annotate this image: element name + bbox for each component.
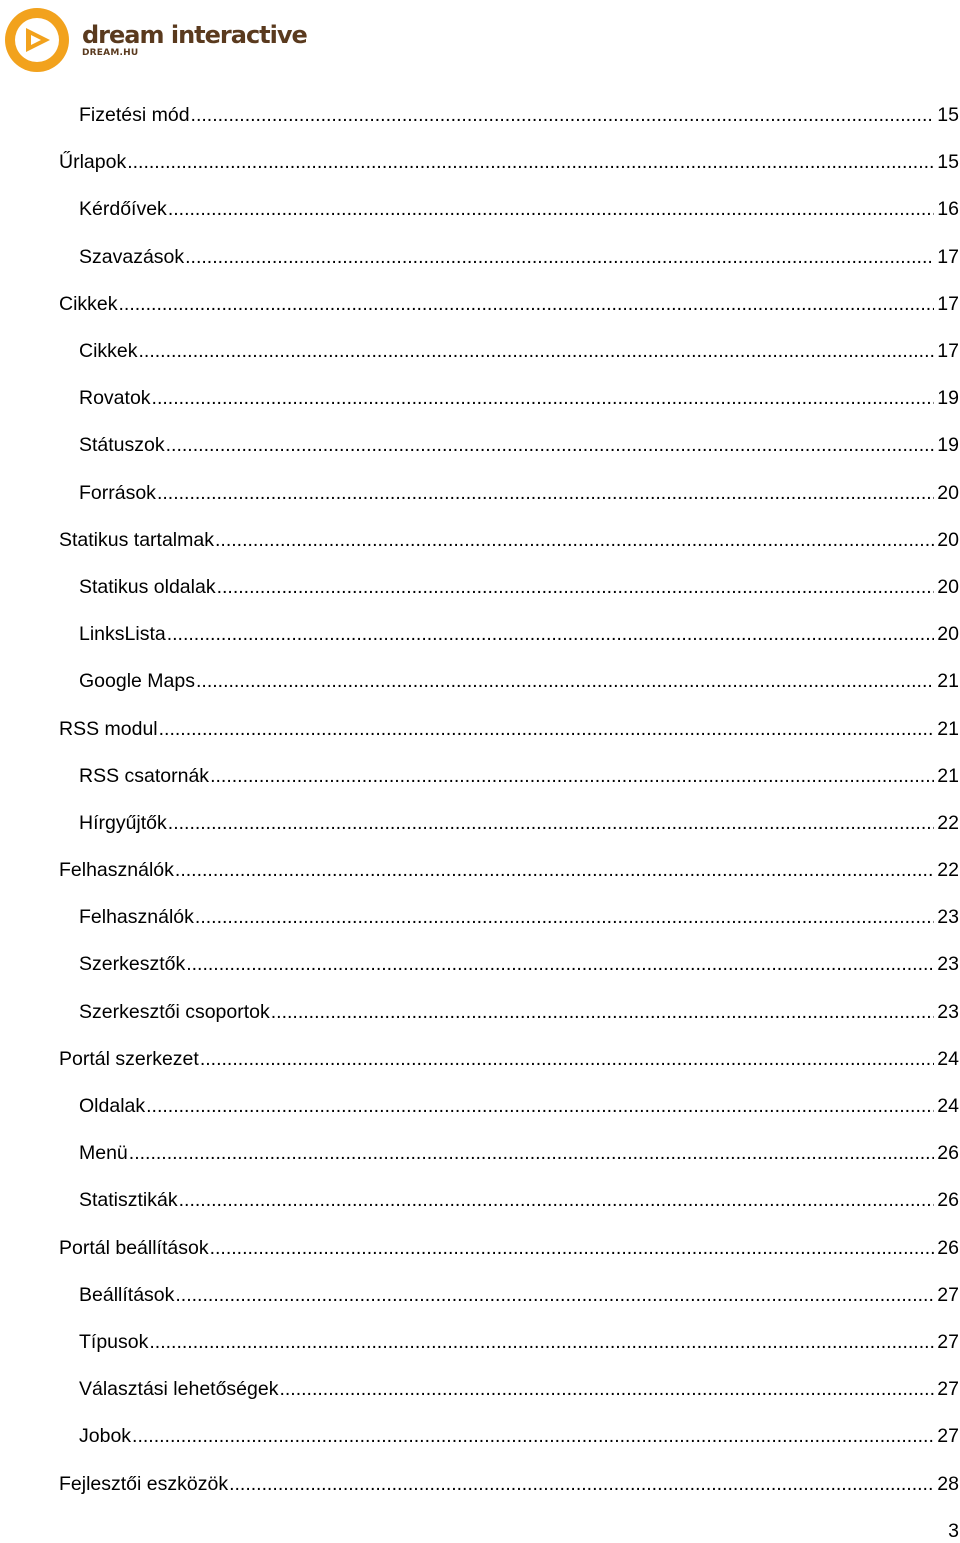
toc-dot-leader — [191, 104, 934, 127]
toc-entry[interactable] — [0, 1036, 960, 1083]
toc-dot-leader — [186, 953, 934, 976]
toc-entry-page: 20 — [937, 575, 959, 598]
toc-entry-title: Statisztikák — [79, 1189, 178, 1212]
toc-entry[interactable] — [0, 1319, 960, 1366]
toc-entry-title: LinksLista — [79, 623, 166, 646]
toc-entry-page: 27 — [937, 1330, 959, 1353]
toc-dot-leader — [210, 765, 934, 788]
toc-dot-leader — [217, 576, 934, 599]
toc-entry-page: 19 — [937, 434, 959, 457]
toc-entry-page: 21 — [937, 717, 959, 740]
toc-entry-title: Cikkek — [59, 292, 118, 315]
toc-entry-title: Fejlesztői eszközök — [59, 1472, 229, 1495]
toc-entry-title: Beállítások — [79, 1283, 175, 1306]
toc-dot-leader — [132, 1425, 934, 1448]
toc-dot-leader — [139, 340, 934, 363]
toc-dot-leader — [168, 198, 934, 221]
toc-entry[interactable] — [0, 611, 960, 658]
toc-entry-page: 24 — [937, 1047, 959, 1070]
toc-entry[interactable] — [0, 422, 960, 469]
toc-dot-leader — [157, 482, 934, 505]
toc-entry[interactable] — [0, 1366, 960, 1413]
toc-dot-leader — [146, 1095, 934, 1118]
toc-entry-page: 27 — [937, 1378, 959, 1401]
toc-dot-leader — [279, 1378, 934, 1401]
toc-entry[interactable] — [0, 375, 960, 422]
toc-entry-title: Rovatok — [79, 387, 151, 410]
toc-entry-title: Típusok — [79, 1330, 149, 1353]
toc-dot-leader — [119, 293, 934, 316]
toc-entry-title: Szerkesztők — [79, 953, 186, 976]
toc-entry-page: 20 — [937, 528, 959, 551]
toc-entry[interactable] — [0, 564, 960, 611]
toc-entry-title: Hírgyűjtők — [79, 811, 167, 834]
toc-entry-title: Választási lehetőségek — [79, 1378, 279, 1401]
toc-entry-title: Státuszok — [79, 434, 165, 457]
toc-entry[interactable] — [0, 234, 960, 281]
toc-entry[interactable] — [0, 186, 960, 233]
toc-dot-leader — [129, 1142, 934, 1165]
dream-play-logo-icon — [4, 7, 70, 73]
toc-dot-leader — [149, 1331, 934, 1354]
toc-dot-leader — [196, 670, 934, 693]
toc-entry-title: Források — [79, 481, 156, 504]
toc-entry-page: 20 — [937, 623, 959, 646]
logo-name: dream interactive — [82, 21, 307, 49]
toc-dot-leader — [159, 718, 934, 741]
toc-entry-page: 27 — [937, 1283, 959, 1306]
toc-entry-page: 26 — [937, 1189, 959, 1212]
logo-domain: DREAM.HU — [82, 48, 139, 58]
toc-entry-title: Menü — [79, 1142, 128, 1165]
toc-entry-page: 28 — [937, 1472, 959, 1495]
toc-entry-page: 17 — [937, 292, 959, 315]
toc-entry[interactable] — [0, 705, 960, 752]
toc-entry[interactable] — [0, 847, 960, 894]
toc-dot-leader — [179, 1189, 934, 1212]
toc-dot-leader — [215, 529, 934, 552]
toc-entry-page: 17 — [937, 245, 959, 268]
company-logo — [4, 4, 307, 76]
toc-dot-leader — [195, 906, 934, 929]
toc-entry[interactable] — [0, 139, 960, 186]
toc-dot-leader — [175, 1284, 934, 1307]
toc-dot-leader — [210, 1237, 934, 1260]
toc-dot-leader — [168, 812, 934, 835]
toc-dot-leader — [200, 1048, 934, 1071]
toc-entry[interactable] — [0, 941, 960, 988]
toc-entry-page: 22 — [937, 811, 959, 834]
page-number: 3 — [948, 1520, 959, 1542]
toc-entry-title: Szerkesztői csoportok — [79, 1000, 270, 1023]
toc-entry[interactable] — [0, 1413, 960, 1460]
toc-entry[interactable] — [0, 517, 960, 564]
toc-entry[interactable] — [0, 470, 960, 517]
toc-entry-title: Google Maps — [79, 670, 195, 693]
toc-entry-page: 24 — [937, 1095, 959, 1118]
toc-dot-leader — [166, 434, 934, 457]
table-of-contents — [0, 92, 960, 1508]
toc-entry[interactable] — [0, 989, 960, 1036]
toc-entry-title: Űrlapok — [59, 151, 127, 174]
toc-entry[interactable] — [0, 753, 960, 800]
toc-entry-title: Felhasználók — [79, 906, 194, 929]
toc-entry-page: 15 — [937, 151, 959, 174]
toc-entry-page: 22 — [937, 859, 959, 882]
toc-dot-leader — [175, 859, 934, 882]
toc-entry-title: Statikus oldalak — [79, 575, 216, 598]
toc-entry-title: Kérdőívek — [79, 198, 167, 221]
toc-entry-title: Cikkek — [79, 340, 138, 363]
toc-entry-page: 21 — [937, 670, 959, 693]
toc-entry[interactable] — [0, 800, 960, 847]
toc-entry[interactable] — [0, 92, 960, 139]
toc-entry-title: RSS modul — [59, 717, 158, 740]
logo-wordmark — [82, 22, 307, 58]
toc-entry[interactable] — [0, 658, 960, 705]
toc-dot-leader — [167, 623, 934, 646]
toc-entry-page: 19 — [937, 387, 959, 410]
toc-entry-page: 23 — [937, 1000, 959, 1023]
toc-entry-page: 23 — [937, 906, 959, 929]
toc-entry-page: 15 — [937, 104, 959, 127]
toc-entry[interactable] — [0, 1177, 960, 1224]
toc-dot-leader — [229, 1473, 934, 1496]
toc-entry[interactable] — [0, 1225, 960, 1272]
toc-entry-title: Szavazások — [79, 245, 185, 268]
toc-entry-page: 26 — [937, 1142, 959, 1165]
toc-entry-page: 21 — [937, 764, 959, 787]
toc-dot-leader — [271, 1001, 934, 1024]
toc-entry[interactable] — [0, 1460, 960, 1507]
toc-entry-title: Portál beállítások — [59, 1236, 209, 1259]
toc-entry-title: Oldalak — [79, 1095, 146, 1118]
toc-entry-title: Portál szerkezet — [59, 1047, 199, 1070]
toc-entry-page: 20 — [937, 481, 959, 504]
toc-entry[interactable] — [0, 1083, 960, 1130]
toc-entry-page: 17 — [937, 340, 959, 363]
toc-entry-page: 23 — [937, 953, 959, 976]
toc-entry-title: Statikus tartalmak — [59, 528, 214, 551]
toc-dot-leader — [127, 151, 934, 174]
toc-dot-leader — [185, 246, 934, 269]
toc-entry-page: 26 — [937, 1236, 959, 1259]
toc-entry-title: Fizetési mód — [79, 104, 190, 127]
toc-entry[interactable] — [0, 1130, 960, 1177]
toc-entry-page: 16 — [937, 198, 959, 221]
toc-entry-page: 27 — [937, 1425, 959, 1448]
toc-entry[interactable] — [0, 281, 960, 328]
toc-entry-title: Felhasználók — [59, 859, 174, 882]
toc-entry[interactable] — [0, 328, 960, 375]
toc-entry-title: RSS csatornák — [79, 764, 210, 787]
toc-entry-title: Jobok — [79, 1425, 132, 1448]
toc-entry[interactable] — [0, 894, 960, 941]
toc-dot-leader — [152, 387, 934, 410]
toc-entry[interactable] — [0, 1272, 960, 1319]
